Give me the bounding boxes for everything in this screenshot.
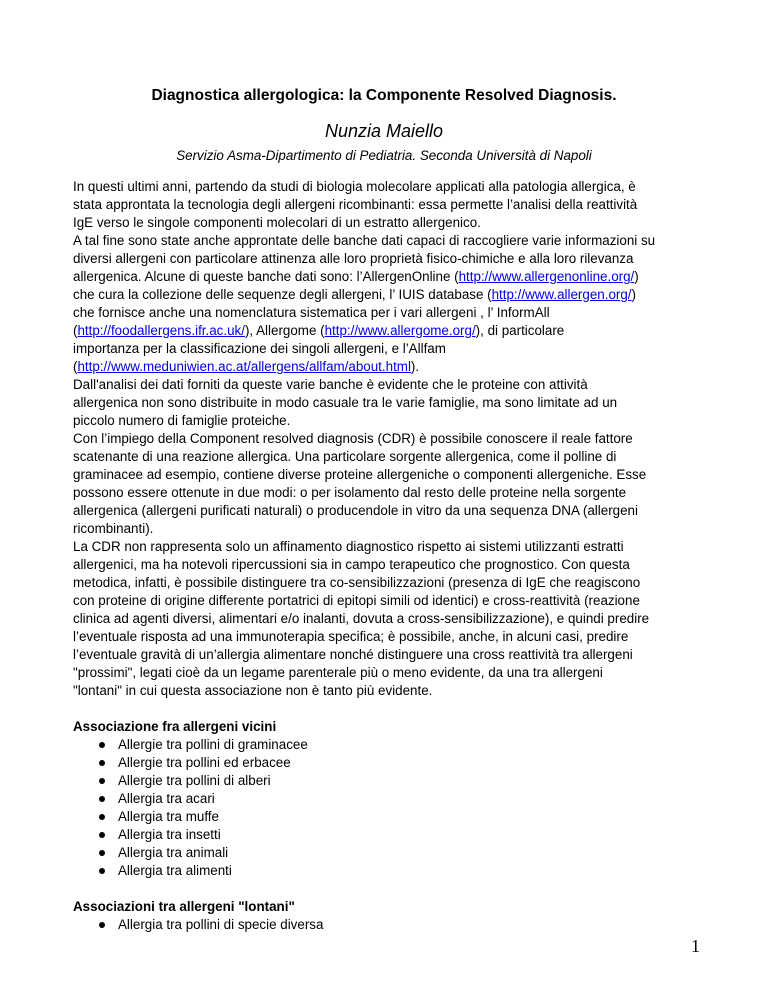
text-line: graminacee ad esempio, contiene diverse proteine allergeniche o componenti allergeniche. Esse xyxy=(73,467,647,482)
author-name: Nunzia Maiello xyxy=(324,121,444,141)
text-line: stata approntata la tecnologia degli allergeni ricombinanti: essa permette l’analisi della reattività xyxy=(73,197,638,212)
link-foodallergens[interactable]: http://foodallergens.ifr.ac.uk/ xyxy=(77,323,245,338)
list-item: Allergie tra pollini di graminacee xyxy=(118,736,703,754)
author-affiliation: Servizio Asma-Dipartimento di Pediatria. Seconda Università di Napoli xyxy=(176,148,592,163)
text-line: "lontani" in cui questa associazione non è tanto più evidente. xyxy=(73,683,433,698)
list-item: Allergia tra acari xyxy=(118,790,703,808)
list-item: Allergia tra insetti xyxy=(118,826,703,844)
text-line: IgE verso le singole componenti molecolari di un estratto allergenico. xyxy=(73,215,481,230)
text-line: Dall'analisi dei dati forniti da queste varie banche è evidente che le proteine con attività xyxy=(73,377,588,392)
text-line: allergenica. Alcune di queste banche dati sono: l’AllergenOnline (http://www.allergenonline.org/) xyxy=(73,269,639,284)
link-allergenonline[interactable]: http://www.allergenonline.org/ xyxy=(458,269,635,284)
text-line: con proteine di origine differente portatrici di epitopi simili od identici) e cross-reattività (reazione xyxy=(73,593,640,608)
section-heading-distant-allergens: Associazioni tra allergeni "lontani" xyxy=(73,899,295,914)
text-line: ricombinanti). xyxy=(73,521,154,536)
text-line: A tal fine sono state anche approntate delle banche dati capaci di raccogliere varie informazioni su xyxy=(73,233,656,248)
text-line: l’eventuale gravità di un’allergia alimentare nonché distinguere una cross reattività tra allergeni xyxy=(73,647,633,662)
document-title: Diagnostica allergologica: la Componente Resolved Diagnosis. xyxy=(151,87,617,104)
text-line: (http://foodallergens.ifr.ac.uk/), Allergome (http://www.allergome.org/), di particolare xyxy=(73,323,565,338)
text-line: possono essere ottenute in due modi: o per isolamento dal resto delle proteine nella sorgente xyxy=(73,485,627,500)
list-item: Allergia tra muffe xyxy=(118,808,703,826)
list-item: Allergia tra alimenti xyxy=(118,862,703,880)
text-line: allergenici, ma ha notevoli ripercussioni sia in campo terapeutico che prognostico. Con questa xyxy=(73,557,630,572)
text-line: "prossimi", legati cioè da un legame parenterale più o meno evidente, da una tra allergeni xyxy=(73,665,603,680)
text-line: che cura la collezione delle sequenze degli allergeni, l’ IUIS database (http://www.allergen.org/) xyxy=(73,287,636,302)
text-line: allergenica (allergeni purificati naturali) o producendole in vitro da una sequenza DNA (allergeni xyxy=(73,503,638,518)
intro-paragraph xyxy=(73,178,703,700)
text-line: Con l’impiego della Component resolved diagnosis (CDR) è possibile conoscere il reale fattore xyxy=(73,431,633,446)
text-line: In questi ultimi anni, partendo da studi di biologia molecolare applicati alla patologia allergica, è xyxy=(73,179,636,194)
list-item: Allergie tra pollini di alberi xyxy=(118,772,703,790)
text-line: diversi allergeni con particolare attinenza alle loro proprietà fisico-chimiche e alla loro rilevanza xyxy=(73,251,634,266)
text-line: allergenica non sono distribuite in modo casuale tra le varie famiglie, ma sono limitate ad un xyxy=(73,395,618,410)
spacer xyxy=(73,880,703,898)
text-line: che fornisce anche una nomenclatura sistematica per i vari allergeni , l’ InformAll xyxy=(73,305,550,320)
list-item: Allergia tra pollini di specie diversa xyxy=(118,916,703,934)
text-line: La CDR non rappresenta solo un affinamento diagnostico rispetto ai sistemi utilizzanti estratti xyxy=(73,539,624,554)
section-heading-nearby-allergens: Associazione fra allergeni vicini xyxy=(73,719,277,734)
spacer xyxy=(73,700,703,718)
link-allergen-org[interactable]: http://www.allergen.org/ xyxy=(491,287,632,302)
text-line: l’eventuale risposta ad una immunoterapia specifica; è possibile, anche, in alcuni casi, predire xyxy=(73,629,629,644)
list-item: Allergie tra pollini ed erbacee xyxy=(118,754,703,772)
text-line: piccolo numero di famiglie proteiche. xyxy=(73,413,291,428)
list-item: Allergia tra animali xyxy=(118,844,703,862)
body-text xyxy=(73,178,703,934)
link-allergome[interactable]: http://www.allergome.org/ xyxy=(324,323,476,338)
text-line: metodica, infatti, è possibile distinguere tra co-sensibilizzazioni (presenza di IgE che reagiscono xyxy=(73,575,641,590)
text-line: importanza per la classificazione dei singoli allergeni, e l’Allfam xyxy=(73,341,446,356)
nearby-allergens-list xyxy=(73,736,703,880)
link-allfam[interactable]: http://www.meduniwien.ac.at/allergens/allfam/about.html xyxy=(77,359,411,374)
distant-allergens-list xyxy=(73,916,703,934)
text-line: clinica ad agenti diversi, alimentari e/o inalanti, dovuta a cross-sensibilizzazione), e quindi predire xyxy=(73,611,650,626)
text-line: (http://www.meduniwien.ac.at/allergens/allfam/about.html). xyxy=(73,359,420,374)
text-line: scatenante di una reazione allergica. Una particolare sorgente allergenica, come il polline di xyxy=(73,449,617,464)
page-number: 1 xyxy=(691,936,700,956)
